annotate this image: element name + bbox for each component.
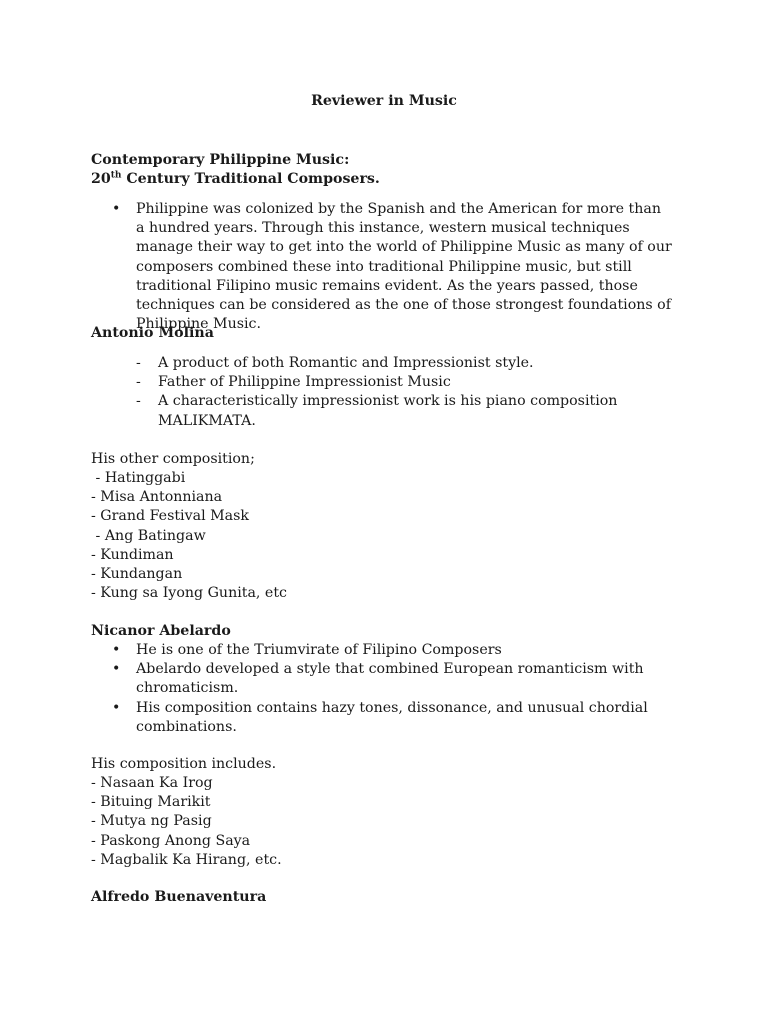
composer-name-buenaventura: Alfredo Buenaventura bbox=[91, 889, 267, 905]
subheading-superscript: th bbox=[110, 170, 122, 181]
list-item: - Ang Batingaw bbox=[91, 527, 206, 544]
abelardo-works-list bbox=[91, 774, 282, 870]
list-item bbox=[112, 641, 672, 660]
list-item: - Magbalik Ka Hirang, etc. bbox=[91, 851, 282, 868]
section-heading: Contemporary Philippine Music: bbox=[91, 152, 350, 168]
list-item: - Kundangan bbox=[91, 566, 183, 583]
list-item-text: Abelardo developed a style that combined European romanticism with chromaticism. bbox=[136, 661, 644, 697]
list-item bbox=[136, 354, 656, 373]
list-item bbox=[136, 373, 656, 392]
molina-points-list bbox=[136, 354, 656, 431]
dash-marker: - bbox=[136, 374, 141, 391]
list-item: - Hatinggabi bbox=[91, 470, 186, 486]
bullet-marker: • bbox=[112, 661, 121, 678]
list-item bbox=[112, 200, 672, 334]
intro-bullet-list bbox=[112, 200, 672, 334]
list-item-text: Philippine was colonized by the Spanish and the American for more than a hundred years. Through this instance, western musical techniques manage their way to get into the world of Philippine Music as many of our composers combined these into traditional Philippine music, but still traditional Filipino music remains evident. As the years passed, those techniques can be considered as the one of those strongest foundations of Philippine Music. bbox=[136, 201, 672, 333]
subheading-text: Century Traditional Composers. bbox=[121, 171, 380, 187]
list-item: - Paskong Anong Saya bbox=[91, 832, 251, 849]
abelardo-includes-label: His composition includes. bbox=[91, 756, 277, 772]
dash-marker: - bbox=[136, 355, 141, 371]
list-item-text: He is one of the Triumvirate of Filipino Composers bbox=[136, 642, 502, 658]
list-item-text: His composition contains hazy tones, dissonance, and unusual chordial combinations. bbox=[136, 699, 648, 735]
dash-marker: - bbox=[136, 393, 141, 410]
list-item: - Kung sa Iyong Gunita, etc bbox=[91, 585, 287, 602]
list-item: - Mutya ng Pasig bbox=[91, 813, 212, 830]
bullet-marker: • bbox=[112, 201, 121, 217]
list-item-text: A characteristically impressionist work is his piano composition MALIKMATA. bbox=[158, 393, 618, 429]
list-item-text: A product of both Romantic and Impressionist style. bbox=[158, 355, 534, 371]
list-item bbox=[112, 660, 672, 698]
composer-name-abelardo: Nicanor Abelardo bbox=[91, 623, 231, 639]
bullet-marker: • bbox=[112, 699, 121, 716]
abelardo-points-list bbox=[112, 641, 672, 737]
list-item: - Bituing Marikit bbox=[91, 794, 211, 811]
section-subheading bbox=[91, 170, 380, 189]
list-item bbox=[112, 699, 672, 737]
molina-works-list bbox=[91, 469, 287, 603]
list-item: - Kundiman bbox=[91, 546, 174, 563]
document-title: Reviewer in Music bbox=[311, 93, 457, 109]
list-item: - Nasaan Ka Irog bbox=[91, 775, 213, 791]
list-item: - Grand Festival Mask bbox=[91, 508, 249, 525]
list-item-text: Father of Philippine Impressionist Music bbox=[158, 374, 451, 391]
subheading-number: 20 bbox=[91, 171, 111, 187]
list-item: - Misa Antonniana bbox=[91, 489, 223, 506]
molina-other-label: His other composition; bbox=[91, 451, 255, 467]
composer-name-molina: Antonio Molina bbox=[91, 325, 214, 341]
bullet-marker: • bbox=[112, 642, 121, 658]
list-item bbox=[136, 392, 656, 430]
